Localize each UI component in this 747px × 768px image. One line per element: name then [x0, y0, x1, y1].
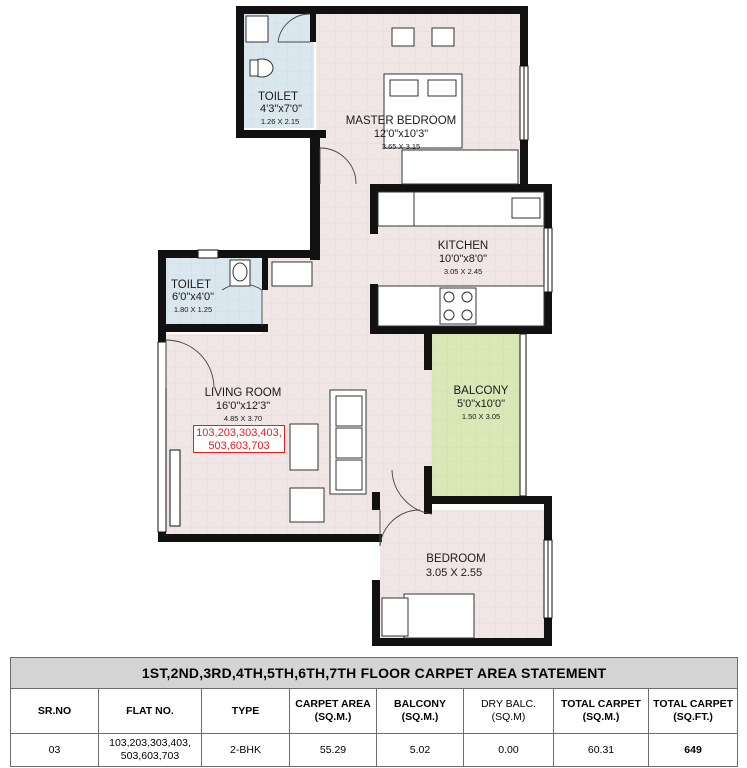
- flat-numbers-line1: 103,203,303,403,: [196, 427, 282, 439]
- header-sr-no: SR.NO: [11, 689, 99, 734]
- cell-carpet-area: 55.29: [290, 734, 377, 767]
- header-total-carpet-sqm-line1: TOTAL CARPET: [561, 698, 641, 710]
- table-row: [11, 734, 738, 767]
- wash-basin-toilet1: [246, 16, 268, 42]
- bed-bedroom: [404, 594, 474, 638]
- header-total-carpet-sqm-line2: (SQ.M.): [582, 711, 620, 723]
- header-total-carpet-sqm: [554, 689, 649, 734]
- basin-toilet2: [272, 262, 312, 286]
- header-dry-balc-line2: (SQ.M): [491, 711, 526, 723]
- coffee-table: [290, 424, 318, 470]
- toilet1-dim-m: 1.26 X 2.15: [260, 117, 300, 126]
- cell-total-carpet-sqm: 60.31: [554, 734, 649, 767]
- master-bedroom-dim-ft: 12'0"x10'3": [373, 128, 429, 140]
- cell-flat-no-line1: 103,203,303,403,: [109, 737, 191, 749]
- master-bedroom-dim-m: 3.65 X 3.15: [381, 142, 421, 151]
- sink: [512, 198, 540, 218]
- kitchen-name: KITCHEN: [437, 240, 489, 252]
- toilet1-name: TOILET: [257, 91, 299, 103]
- header-dry-balc: [464, 689, 554, 734]
- bedroom-dim-m: 3.05 X 2.55: [425, 567, 483, 579]
- header-total-carpet-sqft: [649, 689, 738, 734]
- header-carpet-area-line2: (SQ.M.): [314, 711, 352, 723]
- toilet2-dim-ft: 6'0"x4'0": [172, 291, 214, 303]
- header-flat-no: FLAT NO.: [99, 689, 202, 734]
- header-balcony: BALCONY (SQ.M.): [377, 689, 464, 734]
- balcony-name: BALCONY: [453, 385, 509, 397]
- master-bedroom-name: MASTER BEDROOM: [345, 115, 457, 127]
- living-room-name: LIVING ROOM: [204, 387, 282, 399]
- side-table-2: [432, 28, 454, 46]
- cell-flat-no: [99, 734, 202, 767]
- cell-flat-no-line2: 503,603,703: [120, 750, 180, 762]
- header-total-carpet-sqft-line1: TOTAL CARPET: [653, 698, 734, 710]
- cell-sr-no: 03: [11, 734, 99, 767]
- living-room-dim-m: 4.85 X 3.70: [223, 414, 263, 423]
- cell-dry-balc: 0.00: [464, 734, 554, 767]
- toilet2-dim-m: 1.80 X 1.25: [173, 305, 213, 314]
- header-total-carpet-sqft-line2: (SQ.FT.): [673, 711, 713, 723]
- carpet-area-statement-table: [10, 657, 738, 767]
- armchair: [290, 488, 324, 522]
- flat-numbers-label: [193, 425, 285, 453]
- kitchen-dim-m: 3.05 X 2.45: [443, 267, 483, 276]
- side-table-1: [392, 28, 414, 46]
- statement-title: 1ST,2ND,3RD,4TH,5TH,6TH,7TH FLOOR CARPET AREA STATEMENT: [11, 658, 738, 689]
- toilet2-name: TOILET: [170, 279, 212, 291]
- bedroom-name: BEDROOM: [426, 553, 486, 565]
- header-type: TYPE: [202, 689, 290, 734]
- balcony-dim-m: 1.50 X 3.05: [461, 412, 501, 421]
- header-carpet-area: [290, 689, 377, 734]
- header-dry-balc-line1: DRY BALC.: [480, 698, 537, 710]
- kitchen-dim-ft: 10'0"x8'0": [438, 253, 488, 265]
- cell-type: 2-BHK: [202, 734, 290, 767]
- header-carpet-area-line1: CARPET AREA: [295, 698, 371, 710]
- living-room-dim-ft: 16'0"x12'3": [215, 400, 271, 412]
- cell-balcony: 5.02: [377, 734, 464, 767]
- toilet1-dim-ft: 4'3"x7'0": [260, 103, 302, 115]
- flat-numbers-line2: 503,603,703: [208, 440, 270, 452]
- balcony-dim-ft: 5'0"x10'0": [456, 398, 506, 410]
- cell-total-carpet-sqft: 649: [649, 734, 738, 767]
